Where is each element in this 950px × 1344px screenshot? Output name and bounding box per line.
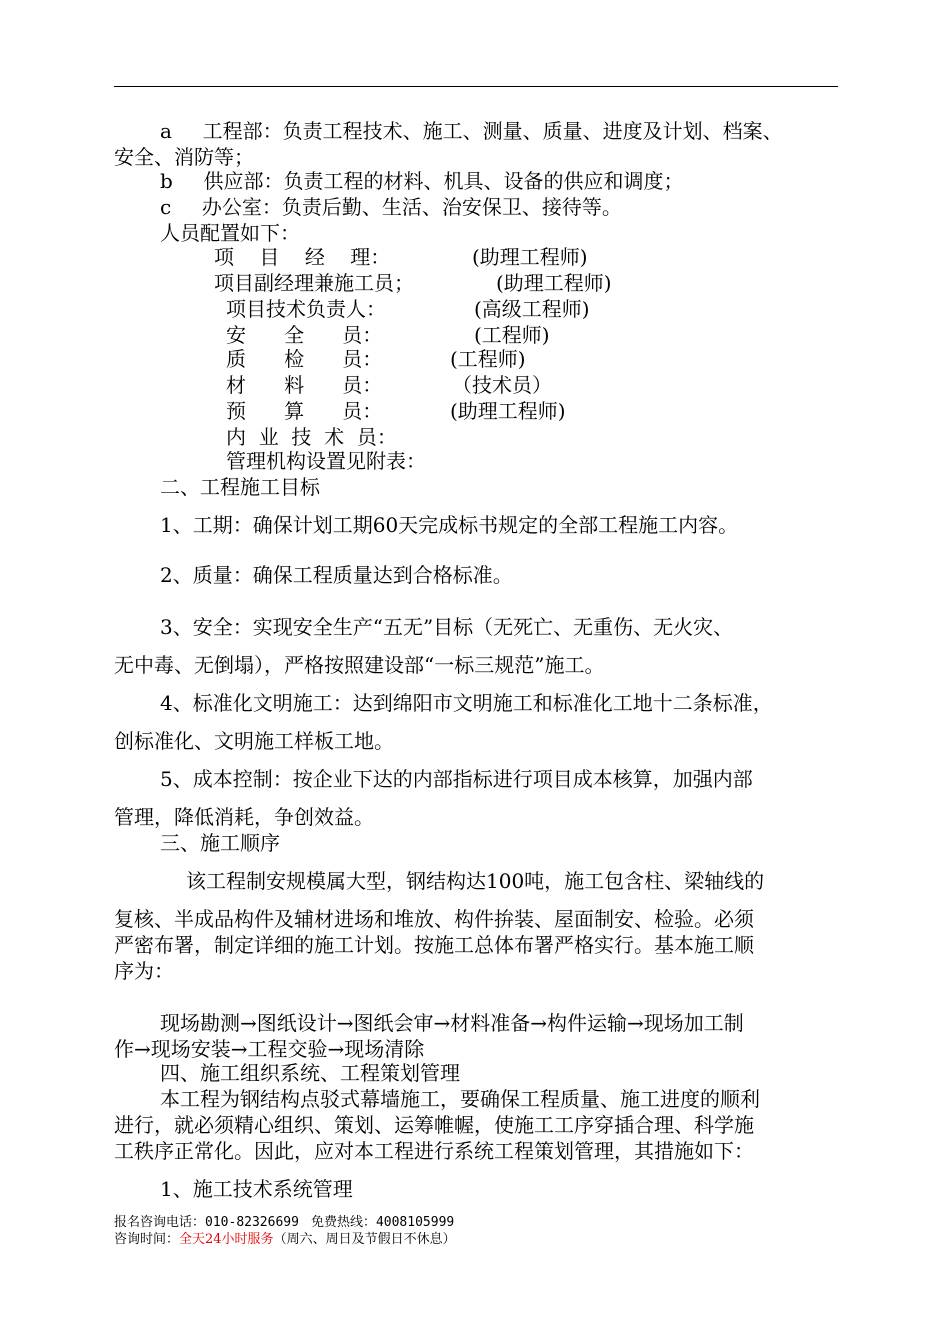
staff-role: 材 料 员： — [226, 373, 383, 397]
goal-item-cont: 管理，降低消耗，争创效益。 — [114, 805, 374, 829]
goal-item: 3、安全：实现安全生产“五无”目标（无死亡、无重伤、无火灾、 — [160, 615, 734, 639]
footer-hours — [114, 1231, 456, 1248]
staff-row — [214, 244, 588, 270]
sub-heading: 1、施工技术系统管理 — [160, 1177, 353, 1201]
staff-role: 安 全 员： — [226, 323, 383, 347]
staff-row — [226, 424, 397, 450]
goal-item-cont: 创标准化、文明施工样板工地。 — [114, 729, 394, 753]
staff-role: 项目副经理兼施工员； — [214, 271, 414, 295]
paragraph-line: 进行，就必须精心组织、策划、运筹帷幄，使施工工序穿插合理、科学施 — [114, 1113, 754, 1137]
paragraph-line: 本工程为钢结构点驳式幕墙施工，要确保工程质量、施工进度的顺利 — [160, 1087, 760, 1111]
footer-contact — [114, 1214, 454, 1231]
item-text: 供应部：负责工程的材料、机具、设备的供应和调度； — [203, 169, 684, 193]
item-marker: c — [160, 195, 172, 219]
staff-row — [226, 372, 552, 398]
org-item-c — [160, 194, 622, 220]
hours-note: （周六、周日及节假日不休息） — [273, 1232, 456, 1247]
item-text: 工程部：负责工程技术、施工、测量、质量、进度及计划、档案、 — [202, 119, 783, 143]
staff-row — [226, 398, 566, 424]
item-marker: b — [160, 169, 173, 193]
staff-grade: (工程师) — [450, 347, 526, 371]
staff-role: 项目技术负责人： — [226, 297, 386, 321]
hours-label: 咨询时间： — [114, 1232, 180, 1247]
staff-heading: 人员配置如下： — [160, 221, 300, 245]
staff-role: 质 检 员： — [226, 347, 383, 371]
org-item-a — [160, 118, 783, 144]
process-flow: 现场勘测→图纸设计→图纸会审→材料准备→构件运输→现场加工制 — [160, 1011, 744, 1035]
staff-row — [226, 296, 590, 322]
paragraph-line: 复核、半成品构件及辅材进场和堆放、构件拚装、屋面制安、检验。必须 — [114, 907, 754, 931]
goal-item: 2、质量：确保工程质量达到合格标准。 — [160, 563, 513, 587]
phone-label: 报名咨询电话： — [114, 1215, 206, 1230]
paragraph-line: 工秩序正常化。因此，应对本工程进行系统工程策划管理，其措施如下： — [114, 1139, 754, 1163]
goal-item: 1、工期：确保计划工期60天完成标书规定的全部工程施工内容。 — [160, 513, 739, 537]
staff-grade: (助理工程师) — [450, 399, 566, 423]
section-heading: 四、施工组织系统、工程策划管理 — [160, 1061, 460, 1085]
staff-role: 项 目 经 理： — [214, 245, 391, 269]
section-heading: 三、施工顺序 — [160, 831, 280, 855]
hours-highlight: 全天24小时服务 — [179, 1232, 274, 1247]
org-item-b — [160, 168, 684, 194]
staff-grade: (工程师) — [474, 323, 550, 347]
item-marker: a — [160, 119, 172, 143]
staff-row — [226, 322, 550, 348]
staff-grade: (助理工程师) — [496, 271, 612, 295]
item-text: 办公室：负责后勤、生活、治安保卫、接待等。 — [201, 195, 622, 219]
staff-role: 内 业 技 术 员： — [226, 425, 397, 449]
paragraph-line: 该工程制安规模属大型，钢结构达100吨，施工包含柱、梁轴线的 — [186, 869, 765, 893]
hotline-label: 免费热线： — [310, 1215, 376, 1230]
org-chart-note: 管理机构设置见附表： — [226, 449, 426, 473]
staff-row — [214, 270, 612, 296]
paragraph-line: 序为： — [114, 959, 174, 983]
section-heading: 二、工程施工目标 — [160, 475, 320, 499]
staff-grade: （技术员） — [452, 373, 552, 397]
staff-grade: (助理工程师) — [472, 245, 588, 269]
goal-item: 4、标准化文明施工：达到绵阳市文明施工和标准化工地十二条标准， — [160, 691, 773, 715]
header-rule — [114, 86, 838, 87]
paragraph-line: 严密布署，制定详细的施工计划。按施工总体布署严格实行。基本施工顺 — [114, 933, 754, 957]
org-item-a-cont: 安全、消防等； — [114, 145, 254, 169]
process-flow-cont: 作→现场安装→工程交验→现场清除 — [114, 1037, 425, 1061]
hotline-number: 4008105999 — [375, 1215, 455, 1230]
staff-grade: (高级工程师) — [474, 297, 590, 321]
goal-item-cont: 无中毒、无倒塌），严格按照建设部“一标三规范”施工。 — [114, 653, 605, 677]
phone-number: 010-82326699 — [205, 1215, 299, 1230]
goal-item: 5、成本控制：按企业下达的内部指标进行项目成本核算，加强内部 — [160, 767, 753, 791]
staff-row — [226, 346, 526, 372]
staff-role: 预 算 员： — [226, 399, 383, 423]
